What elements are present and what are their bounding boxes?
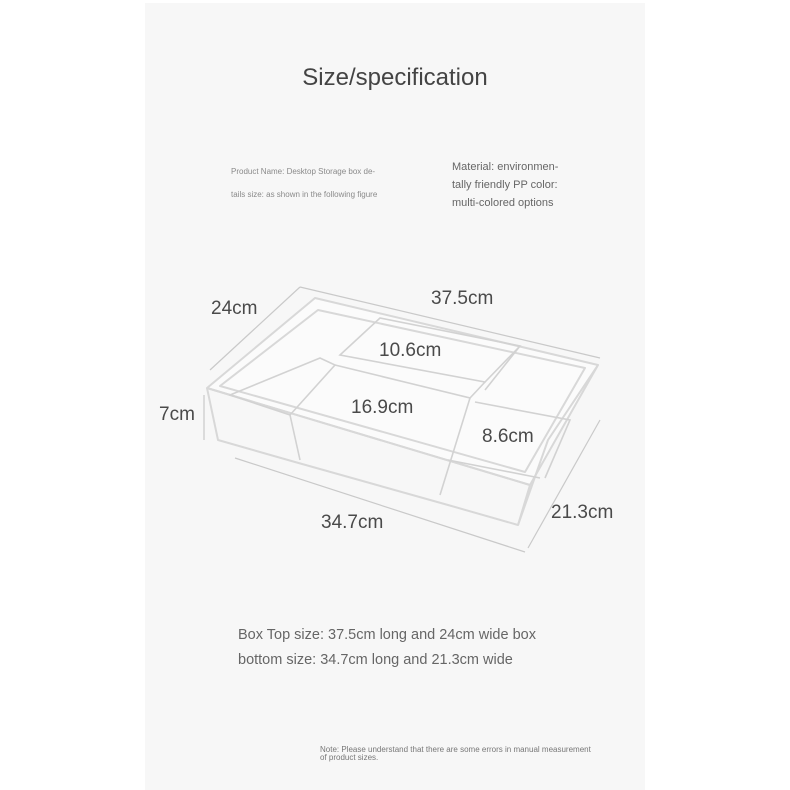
dimension-label-compartment-2: 16.9cm	[351, 397, 414, 418]
dimension-label-top-length: 37.5cm	[431, 288, 494, 309]
dimension-label-bottom-length: 34.7cm	[321, 512, 384, 533]
measurement-note	[320, 746, 640, 762]
product-info-line: Product Name: Desktop Storage box de-	[231, 167, 376, 176]
note-line: Note: Please understand that there are some errors in manual measurement	[320, 745, 591, 754]
note-line: of product sizes.	[320, 753, 379, 762]
size-description-bottom: bottom size: 34.7cm long and 21.3cm wide	[238, 652, 513, 668]
material-info-line: multi-colored options	[452, 197, 554, 209]
page-title: Size/specification	[302, 64, 488, 91]
dimension-label-compartment-1: 10.6cm	[379, 340, 442, 361]
material-info-line: Material: environmen-	[452, 161, 559, 173]
dimension-label-top-width: 24cm	[211, 298, 258, 319]
dimension-label-compartment-3: 8.6cm	[482, 426, 534, 447]
dimension-label-height: 7cm	[159, 404, 195, 425]
dimension-label-bottom-width: 21.3cm	[551, 502, 614, 523]
size-description-top: Box Top size: 37.5cm long and 24cm wide box	[238, 627, 536, 643]
material-info-line: tally friendly PP color:	[452, 179, 558, 191]
product-info-line: tails size: as shown in the following figure	[231, 190, 378, 199]
